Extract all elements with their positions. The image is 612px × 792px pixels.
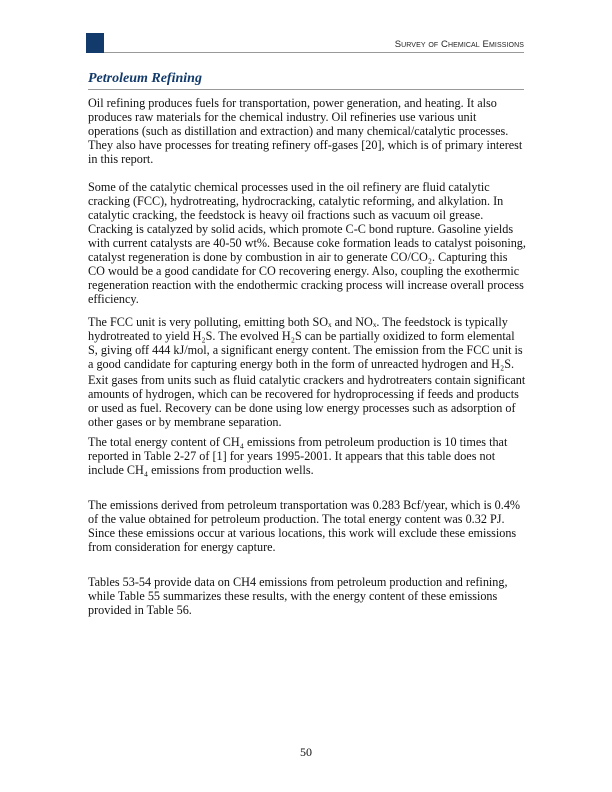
text-line: or used as fuel. Recovery can be done using low energy processes such as adsorption of [88,401,516,415]
text-line: Exit gases from units such as fluid catalytic crackers and hydrotreaters contain significant [88,373,526,387]
paragraph [88,575,528,617]
text-line: catalytic cracking, the feedstock is heavy oil fractions such as vacuum oil grease. [88,208,484,222]
text-line: regeneration reaction with the endothermic cracking process will increase overall process [88,278,524,292]
paragraph [88,96,528,166]
paragraph [88,498,528,554]
paragraph [88,315,528,371]
section-rule [88,89,524,90]
section-title: Petroleum Refining [88,71,202,86]
text-line: reported in Table 2-27 of [1] for years 1995-2001. It appears that this table does not [88,449,496,463]
text-line: while Table 55 summarizes these results, with the energy content of these emissions [88,589,498,603]
text-line: The emissions derived from petroleum transportation was 0.283 Bcf/year, which is 0.4% [88,498,521,512]
text-line: The FCC unit is very polluting, emitting both SOₓ and NOₓ. The feedstock is typically [88,315,508,329]
text-line: other gases or by membrane separation. [88,415,282,429]
text-line: provided in Table 56. [88,603,192,617]
paragraph [88,180,528,306]
text-line: a good candidate for capturing energy both in the form of unreacted hydrogen and H₂S. [88,357,515,371]
header-logo-block [86,33,104,53]
text-line: Tables 53-54 provide data on CH4 emissions from petroleum production and refining, [88,575,508,589]
text-line: from consideration for energy capture. [88,540,276,554]
text-line: amounts of hydrogen, which can be recovered for hydroprocessing if feeds and products [88,387,519,401]
text-line: in this report. [88,152,154,166]
text-line: catalyst regeneration is done by combustion in air to generate CO/CO₂. Capturing this [88,250,508,264]
text-line: produces raw materials for the chemical industry. Oil refineries use various unit [88,110,477,124]
text-line: S, giving off 444 kJ/mol, a significant energy content. The emission from the FCC unit is [88,343,523,357]
paragraph [88,435,528,477]
text-line: cracking (FCC), hydrotreating, hydrocracking, catalytic reforming, and alkylation. In [88,194,504,208]
text-line: with current catalysts are 40-50 wt%. Because coke formation leads to catalyst poisoning, [88,236,526,250]
text-line: hydrotreated to yield H₂S. The evolved H₂S can be partially oxidized to form elemental [88,329,515,343]
text-line: Since these emissions occur at various locations, this work will exclude these emissions [88,526,517,540]
text-line: Some of the catalytic chemical processes used in the oil refinery are fluid catalytic [88,180,490,194]
header-rule [104,52,524,53]
text-line: Cracking is catalyzed by solid acids, which promote C-C bond rupture. Gasoline yields [88,222,514,236]
text-line: efficiency. [88,292,139,306]
text-line: operations (such as distillation and extraction) and many chemical/catalytic processes. [88,124,509,138]
text-line: CO would be a good candidate for CO recovering energy. Also, coupling the exothermic [88,264,520,278]
text-line: They also have processes for treating refinery off-gases [20], which is of primary interest [88,138,523,152]
text-line: Oil refining produces fuels for transportation, power generation, and heating. It also [88,96,497,110]
text-line: include CH₄ emissions from production wells. [88,463,314,477]
running-header: Survey of Chemical Emissions [394,39,524,50]
page-number: 50 [300,745,312,759]
text-line: The total energy content of CH₄ emissions from petroleum production is 10 times that [88,435,508,449]
text-line: of the value obtained for petroleum production. The total energy content was 0.32 PJ. [88,512,505,526]
paragraph [88,373,528,429]
